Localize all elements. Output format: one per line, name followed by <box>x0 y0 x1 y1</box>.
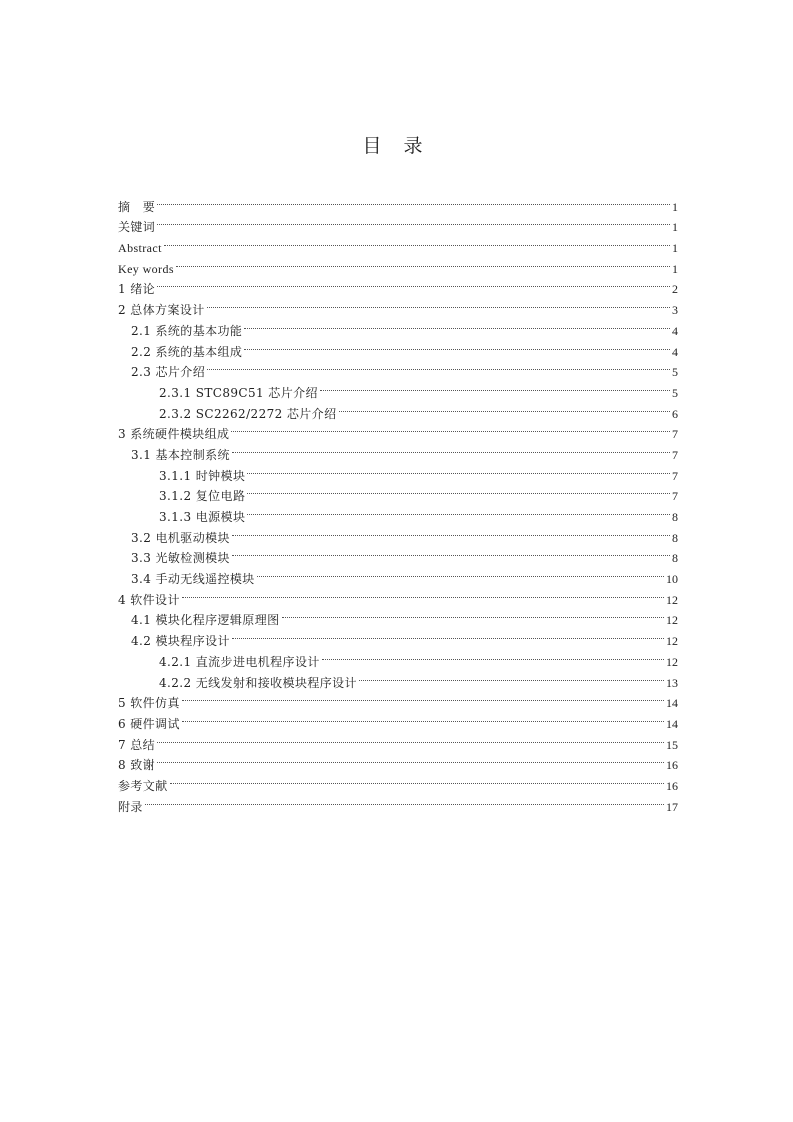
toc-entry-label: 2 总体方案设计 <box>118 303 205 318</box>
toc-entry-label: 4 软件设计 <box>118 592 180 607</box>
toc-entry-label: 4.1 模块化程序逻辑原理图 <box>131 613 280 628</box>
toc-entry-label: 2.1 系统的基本功能 <box>131 323 243 338</box>
toc-entry-label: 5 软件仿真 <box>118 696 180 711</box>
toc-entry-page-number: 1 <box>672 261 678 276</box>
toc-leader-dots <box>157 204 670 226</box>
toc-leader-dots <box>232 514 670 536</box>
toc-entry-label: 4.2.2 无线发射和接收模块程序设计 <box>159 675 357 690</box>
table-of-contents <box>118 189 678 814</box>
toc-entry-label: 3.1 基本控制系统 <box>131 447 230 462</box>
toc-leader-dots <box>170 762 664 784</box>
toc-entry-page-number: 12 <box>666 613 678 628</box>
toc-entry-label: 4.2.1 直流步进电机程序设计 <box>159 654 320 669</box>
toc-leader-dots <box>145 783 664 805</box>
toc-leader-dots <box>282 597 665 619</box>
toc-entry-page-number: 12 <box>666 654 678 669</box>
toc-leader-dots <box>182 576 664 598</box>
toc-entry-page-number: 3 <box>672 303 678 318</box>
toc-leader-dots <box>232 617 664 639</box>
toc-entry-page-number: 7 <box>672 468 678 483</box>
toc-entry-page-number: 8 <box>672 551 678 566</box>
toc-entry-label: 2.2 系统的基本组成 <box>131 344 243 359</box>
toc-leader-dots <box>157 721 664 743</box>
toc-leader-dots <box>232 535 670 557</box>
toc-entry-label: 2.3 芯片介绍 <box>131 365 206 380</box>
toc-entry-label: 关键词 <box>118 220 156 235</box>
toc-entry-label: 3.3 光敏检测模块 <box>131 551 230 566</box>
toc-leader-dots <box>244 328 670 350</box>
toc-entry-page-number: 14 <box>666 696 678 711</box>
toc-leader-dots <box>164 224 670 246</box>
toc-entry-page-number: 6 <box>672 406 678 421</box>
toc-leader-dots <box>157 266 670 288</box>
toc-entry-page-number: 4 <box>672 323 678 338</box>
toc-entry-page-number: 8 <box>672 510 678 524</box>
toc-leader-dots <box>257 555 664 577</box>
toc-leader-dots <box>322 638 664 660</box>
toc-entry-label: 6 硬件调试 <box>118 716 180 731</box>
toc-entry-page-number: 4 <box>672 344 678 359</box>
toc-leader-dots <box>182 680 664 702</box>
toc-entry-page-number: 13 <box>666 675 678 690</box>
toc-entry-label: Key words <box>118 261 174 276</box>
toc-entry-label: 附录 <box>118 799 143 814</box>
toc-entry-page-number: 5 <box>672 385 678 400</box>
toc-leader-dots <box>244 307 670 329</box>
toc-entry-label: 4.2 模块程序设计 <box>131 634 230 649</box>
toc-leader-dots <box>320 369 670 391</box>
toc-entry-page-number: 12 <box>666 592 678 607</box>
toc-entry-label: 3.1.3 电源模块 <box>159 510 246 524</box>
toc-entry-page-number: 5 <box>672 365 678 380</box>
toc-entry-page-number: 17 <box>666 799 678 814</box>
toc-entry-label: 摘 要 <box>118 199 156 214</box>
toc-entry-label: 3.1.2 复位电路 <box>159 489 246 504</box>
toc-leader-dots <box>157 742 664 764</box>
toc-leader-dots <box>339 390 671 412</box>
toc-entry-label: 3.1.1 时钟模块 <box>159 468 246 483</box>
toc-leader-dots <box>157 183 670 205</box>
toc-entry-page-number: 16 <box>666 778 678 793</box>
toc-entry-label: Abstract <box>118 241 162 256</box>
toc-entry-page-number: 7 <box>672 489 678 504</box>
toc-entry-page-number: 7 <box>672 447 678 462</box>
toc-leader-dots <box>231 411 670 433</box>
toc-entry-page-number: 1 <box>672 199 678 214</box>
toc-entry-label: 3.2 电机驱动模块 <box>131 530 230 545</box>
toc-entry-page-number: 1 <box>672 220 678 235</box>
toc-entry-page-number: 7 <box>672 427 678 442</box>
toc-entry-page-number: 1 <box>672 241 678 256</box>
toc-entry-page-number: 15 <box>666 737 678 752</box>
toc-leader-dots <box>207 349 670 371</box>
toc-entry-page-number: 2 <box>672 282 678 297</box>
toc-leader-dots <box>247 493 670 515</box>
toc-entry-label: 8 致谢 <box>118 758 156 773</box>
toc-entry[interactable] <box>118 789 678 814</box>
toc-entry-label: 7 总结 <box>118 737 156 752</box>
toc-entry-label: 3 系统硬件模块组成 <box>118 427 230 442</box>
toc-entry-page-number: 10 <box>666 572 678 587</box>
toc-leader-dots <box>207 286 670 308</box>
toc-leader-dots <box>176 245 670 267</box>
toc-entry-label: 2.3.2 SC2262/2272 芯片介绍 <box>159 406 337 421</box>
toc-leader-dots <box>359 659 664 681</box>
toc-leader-dots <box>232 431 670 453</box>
toc-entry-label: 2.3.1 STC89C51 芯片介绍 <box>159 385 318 400</box>
toc-entry-page-number: 8 <box>672 530 678 545</box>
toc-entry-label: 3.4 手动无线遥控模块 <box>131 572 255 587</box>
toc-leader-dots <box>247 452 670 474</box>
page-title: 目 录 <box>362 135 431 157</box>
toc-entry-page-number: 14 <box>666 716 678 731</box>
toc-entry-label: 参考文献 <box>118 778 168 793</box>
toc-entry-label: 1 绪论 <box>118 282 156 297</box>
toc-leader-dots <box>182 700 664 722</box>
toc-leader-dots <box>247 473 670 495</box>
toc-entry-page-number: 12 <box>666 634 678 649</box>
toc-entry-page-number: 16 <box>666 758 678 773</box>
